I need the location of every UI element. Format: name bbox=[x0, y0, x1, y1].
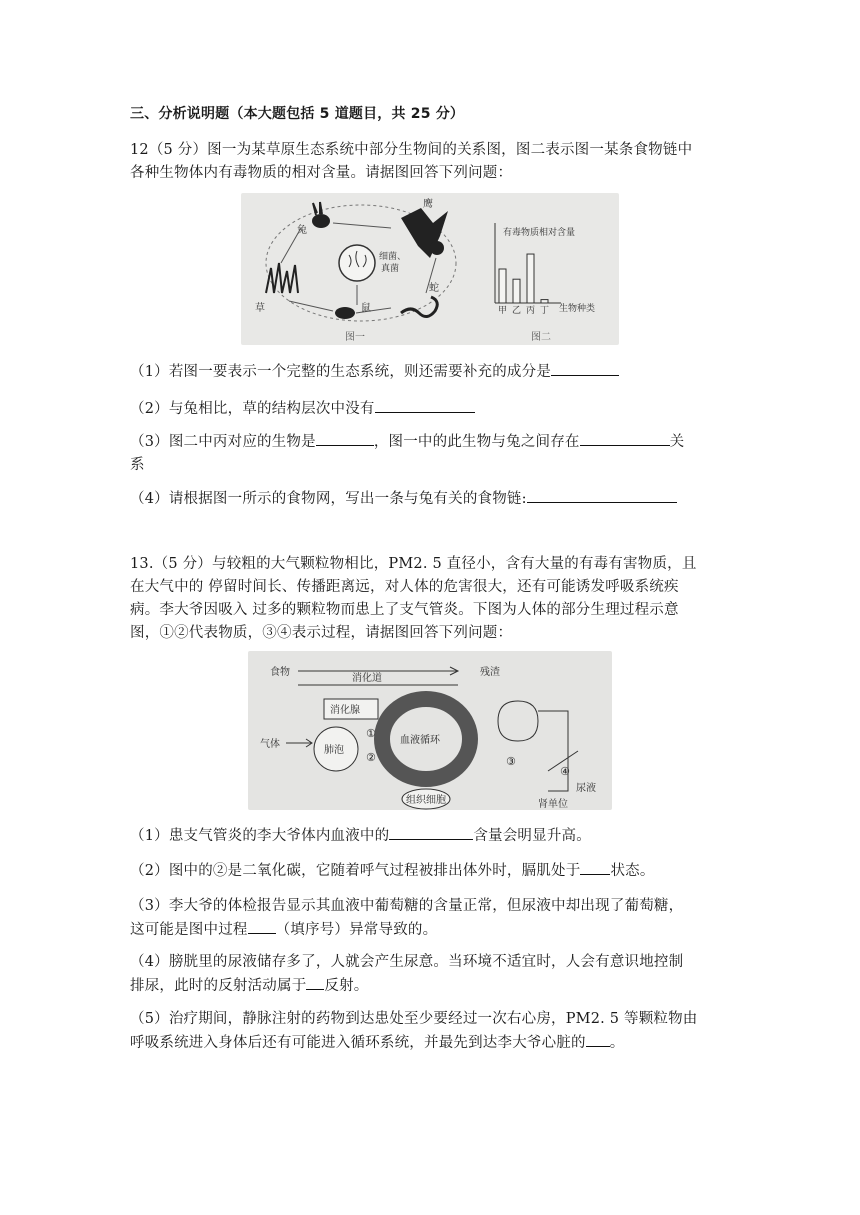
bar-1 bbox=[499, 269, 506, 303]
bar-4 bbox=[541, 300, 548, 303]
bar-label-3: 丙 bbox=[526, 306, 536, 316]
q12-sub3-blank1[interactable] bbox=[316, 430, 374, 446]
q12-stem-line2: 各种生物体内有毒物质的相对含量。请据图回答下列问题： bbox=[130, 165, 513, 181]
fig2-xlabel: 生物种类 bbox=[559, 304, 596, 314]
label-mouse: 鼠 bbox=[361, 303, 371, 314]
q13-line1: 13.（5 分）与较粗的大气颗粒物相比，PM2. 5 直径小，含有大量的有毒有害物质，且 bbox=[130, 556, 697, 572]
q12-sub2-blank[interactable] bbox=[375, 397, 475, 413]
q12-sub4-text: （4）请根据图一所示的食物网，写出一条与兔有关的食物链: bbox=[130, 491, 527, 507]
q12-sub3-a: （3）图二中丙对应的生物是 bbox=[130, 434, 316, 450]
q13-line3: 病。李大爷因吸入 过多的颗粒物而患上了支气管炎。下图为人体的部分生理过程示意 bbox=[130, 602, 679, 618]
q13-sub4-a: （4）膀胱里的尿液储存多了，人就会产生尿意。当环境不适宜时，人会有意识地控制 bbox=[130, 954, 684, 970]
gas-arrow bbox=[286, 739, 312, 747]
q12-sub2 bbox=[130, 397, 730, 421]
fig2-chart bbox=[495, 223, 595, 343]
q13-sub5-a: （5）治疗期间，静脉注射的药物到达患处至少要经过一次右心房，PM2. 5 等颗粒物由 bbox=[130, 1011, 698, 1027]
q13-sub1-a: （1）患支气管炎的李大爷体内血液中的 bbox=[130, 828, 390, 844]
q12-sub4-blank[interactable] bbox=[527, 487, 677, 503]
q12-sub1-text: （1）若图一要表示一个完整的生态系统，则还需要补充的成分是 bbox=[130, 364, 552, 380]
marker-3: ③ bbox=[506, 755, 516, 768]
q13-sub2 bbox=[130, 859, 730, 883]
q13-sub5-b: 呼吸系统进入身体后还有可能进入循环系统，并最先到达李大爷心脏的 bbox=[130, 1035, 586, 1051]
q12-sub4 bbox=[130, 487, 730, 511]
q13-sub1-b: 含量会明显升高。 bbox=[473, 828, 591, 844]
bar-label-2: 乙 bbox=[512, 306, 522, 316]
label-food: 食物 bbox=[270, 667, 290, 678]
grass-icon bbox=[266, 263, 298, 293]
q13-sub1-blank[interactable] bbox=[389, 824, 473, 840]
q13-sub3-b: 这可能是图中过程 bbox=[130, 922, 248, 938]
marker-4: ④ bbox=[560, 765, 570, 778]
nephron-glomerulus bbox=[498, 701, 538, 741]
label-bacteria-2: 真菌 bbox=[381, 264, 400, 274]
label-urine: 尿液 bbox=[576, 783, 596, 794]
label-eagle: 鹰 bbox=[423, 199, 433, 210]
tract-arrow bbox=[438, 667, 458, 675]
q13-sub3-a: （3）李大爷的体检报告显示其血液中葡萄糖的含量正常，但尿液中却出现了葡萄糖， bbox=[130, 898, 684, 914]
q12-sub1 bbox=[130, 360, 730, 384]
q13-sub2-b: 状态。 bbox=[610, 863, 655, 879]
bar-label-4: 丁 bbox=[540, 306, 550, 316]
q12-sub3-c: 关 bbox=[669, 434, 685, 450]
q13-sub3-blank[interactable] bbox=[248, 918, 276, 934]
q12-sub3-blank2[interactable] bbox=[580, 430, 670, 446]
label-nephron: 肾单位 bbox=[538, 799, 568, 810]
label-blood-circulation: 血液循环 bbox=[400, 735, 440, 746]
label-tissue-cells: 组织细胞 bbox=[406, 795, 446, 806]
q13-figure bbox=[248, 651, 612, 810]
fig2-ylabel: 有毒物质相对含量 bbox=[503, 228, 576, 238]
label-residue: 残渣 bbox=[480, 667, 500, 678]
q12-sub2-text: （2）与兔相比，草的结构层次中没有 bbox=[130, 401, 375, 417]
q13-sub5-c: 。 bbox=[609, 1035, 625, 1051]
label-digestive-gland: 消化腺 bbox=[330, 705, 360, 716]
fig1-caption: 图一 bbox=[345, 332, 365, 343]
q13-sub4 bbox=[130, 951, 730, 998]
rabbit-icon bbox=[312, 202, 330, 228]
q12-figure bbox=[241, 193, 619, 345]
fig2-caption: 图二 bbox=[531, 332, 551, 343]
q13-sub5 bbox=[130, 1008, 730, 1055]
label-snake: 蛇 bbox=[429, 283, 439, 294]
q12-sub3-d: 系 bbox=[130, 457, 145, 473]
marker-1: ① bbox=[366, 727, 376, 740]
q13-sub4-b: 排尿，此时的反射活动属于 bbox=[130, 978, 307, 994]
q13-line2: 在大气中的 停留时间长、传播距离远，对人体的危害很大，还有可能诱发呼吸系统疾 bbox=[130, 579, 679, 595]
mouse-icon bbox=[335, 307, 355, 319]
label-rabbit: 兔 bbox=[297, 225, 307, 236]
q12-sub3-b: ，图一中的此生物与兔之间存在 bbox=[373, 434, 580, 450]
marker-2: ② bbox=[366, 751, 376, 764]
q12-stem bbox=[130, 139, 730, 185]
label-alveoli: 肺泡 bbox=[324, 745, 344, 756]
q13-sub2-blank[interactable] bbox=[580, 859, 610, 875]
label-bacteria-1: 细菌、 bbox=[379, 252, 407, 262]
q13-stem bbox=[130, 553, 730, 645]
q13-line4: 图，①②代表物质，③④表示过程，请据图回答下列问题： bbox=[130, 625, 513, 641]
q12-stem-line1: 12（5 分）图一为某草原生态系统中部分生物间的关系图，图二表示图一某条食物链中 bbox=[130, 142, 693, 158]
q13-sub2-a: （2）图中的②是二氧化碳，它随着呼气过程被排出体外时，膈肌处于 bbox=[130, 863, 581, 879]
eagle-icon bbox=[401, 208, 448, 258]
q13-sub4-c: 反射。 bbox=[324, 978, 369, 994]
label-digestive-tract: 消化道 bbox=[352, 673, 382, 684]
bar-label-1: 甲 bbox=[498, 306, 508, 316]
snake-icon bbox=[401, 297, 437, 317]
label-gas: 气体 bbox=[260, 739, 280, 750]
q13-sub4-blank[interactable] bbox=[306, 974, 324, 990]
bar-2 bbox=[513, 279, 520, 303]
bar-3 bbox=[527, 254, 534, 303]
label-grass: 草 bbox=[255, 303, 265, 314]
q13-sub1 bbox=[130, 824, 730, 848]
q13-sub3 bbox=[130, 895, 730, 942]
q13-sub5-blank[interactable] bbox=[586, 1031, 610, 1047]
q13-sub3-c: （填序号）异常导致的。 bbox=[275, 922, 438, 938]
q12-sub3 bbox=[130, 430, 730, 477]
section-heading: 三、分析说明题（本大题包括 5 道题目，共 25 分） bbox=[130, 106, 465, 122]
q12-sub1-blank[interactable] bbox=[551, 360, 619, 376]
nephron-tubule bbox=[538, 711, 578, 791]
